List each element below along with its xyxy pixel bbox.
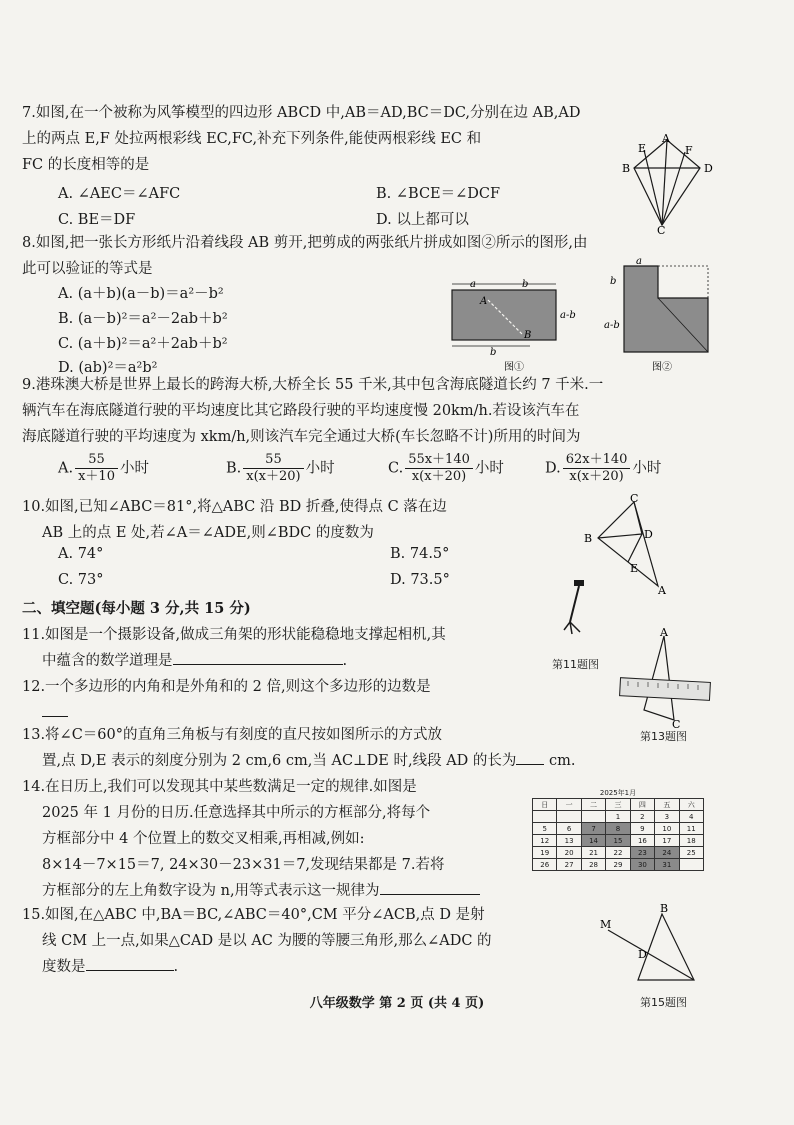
calendar-row — [533, 811, 704, 823]
calendar-head-cell: 一 — [557, 799, 581, 811]
question-11 — [22, 622, 446, 674]
q8-figure-2-caption: 图② — [652, 362, 672, 373]
calendar-cell-highlighted: 7 — [581, 823, 605, 835]
calendar-cell: 6 — [557, 823, 581, 835]
q10-label-c: C — [630, 492, 639, 505]
q15-stem-line1: 15.如图,在△ABC 中,BA＝BC,∠ABC＝40°,CM 平分∠ACB,点 D 是射 — [22, 907, 485, 923]
calendar-cell: 3 — [655, 811, 679, 823]
q7-label-d: D — [704, 162, 713, 175]
q7-option-b: B. ∠BCE＝∠DCF — [376, 186, 501, 202]
q8-stem-line1: 8.如图,把一张长方形纸片沿着线段 AB 剪开,把剪成的两张纸片拼成如图②所示的图形,由 — [22, 235, 588, 251]
q10-stem-line1: 10.如图,已知∠ABC＝81°,将△ABC 沿 BD 折叠,使得点 C 落在边 — [22, 499, 447, 515]
calendar-cell: 21 — [581, 847, 605, 859]
calendar-cell — [557, 811, 581, 823]
calendar-cell: 19 — [533, 847, 557, 859]
calendar-header-row — [533, 799, 704, 811]
calendar-cell-highlighted: 15 — [606, 835, 630, 847]
q8-f2-label-b: b — [610, 276, 617, 287]
q9-d-denominator: x(x＋20) — [569, 469, 624, 484]
q9-option-b: B. $\frac{55}{x(x+20)}$ 小时 — [226, 452, 335, 484]
page-footer: 八年级数学 第 2 页 (共 4 页) — [309, 996, 485, 1011]
q8-f2-label-a: a — [636, 256, 642, 267]
calendar-row — [533, 859, 704, 871]
question-12 — [22, 674, 431, 726]
calendar-cell-highlighted: 31 — [655, 859, 679, 871]
q8-f1-label-b-bottom: b — [490, 347, 497, 358]
q8-figure-1 — [440, 276, 580, 372]
q8-option-c: C. (a＋b)²＝a²＋2ab＋b² — [58, 336, 228, 352]
q10-option-c: C. 73° — [58, 572, 104, 588]
q15-stem-line2: 线 CM 上一点,如果△CAD 是以 AC 为腰的等腰三角形,那么∠ADC 的 — [42, 933, 492, 949]
q11-stem-line1: 11.如图是一个摄影设备,做成三角架的形状能稳稳地支撑起相机,其 — [22, 627, 446, 643]
calendar-cell: 13 — [557, 835, 581, 847]
calendar-cell: 16 — [630, 835, 654, 847]
q7-option-d: D. 以上都可以 — [376, 212, 469, 228]
question-8 — [22, 230, 588, 282]
q13-stem-line2: 置,点 D,E 表示的刻度分别为 2 cm,6 cm,当 AC⊥DE 时,线段 AD 的长为 cm. — [22, 748, 576, 774]
calendar-cell: 28 — [581, 859, 605, 871]
calendar-cell: 2 — [630, 811, 654, 823]
q9-c-denominator: x(x＋20) — [411, 469, 467, 484]
q8-figure-2 — [600, 256, 720, 376]
q9-d-numerator: 62x＋140 — [563, 452, 631, 469]
calendar-cell: 11 — [679, 823, 703, 835]
q13-ruler-triangle-figure — [614, 626, 714, 728]
q7-kite-figure — [612, 130, 722, 235]
question-15 — [22, 902, 492, 980]
calendar-cell-highlighted: 30 — [630, 859, 654, 871]
calendar-cell: 9 — [630, 823, 654, 835]
q14-stem-line5: 方框部分的左上角数字设为 n,用等式表示这一规律为 — [22, 878, 480, 904]
q12-answer-blank[interactable] — [42, 702, 68, 717]
calendar-title: 2025年1月 — [599, 789, 637, 797]
question-10 — [22, 494, 447, 546]
q9-a-numerator: 55 — [75, 452, 118, 469]
calendar-cell: 22 — [606, 847, 630, 859]
q7-stem-line1: 7.如图,在一个被称为风筝模型的四边形 ABCD 中,AB＝AD,BC＝DC,分别在边 AB,AD — [22, 105, 581, 121]
q9-b-denominator: x(x＋20) — [246, 469, 301, 484]
q9-b-numerator: 55 — [243, 452, 303, 469]
q13-label-c: C — [672, 718, 681, 728]
calendar-cell-highlighted: 14 — [581, 835, 605, 847]
question-7 — [22, 100, 580, 178]
calendar-head-cell: 三 — [606, 799, 630, 811]
q7-label-b: B — [622, 162, 631, 175]
calendar-table — [532, 798, 704, 871]
calendar-row — [533, 835, 704, 847]
q10-option-a: A. 74° — [58, 546, 104, 562]
q15-stem-line3: 度数是 . — [22, 954, 492, 980]
q14-answer-blank[interactable] — [380, 880, 480, 895]
q8-f1-label-B: B — [524, 330, 532, 341]
q7-stem-line3: FC 的长度相等的是 — [22, 157, 150, 173]
q9-option-d: D. $\frac{62x+140}{x(x+20)}$ 小时 — [545, 452, 662, 484]
q8-f2-label-amb: a-b — [604, 320, 620, 331]
q7-option-a: A. ∠AEC＝∠AFC — [58, 186, 181, 202]
calendar-head-cell: 六 — [679, 799, 703, 811]
q11-stem-line2: 中蕴含的数学道理是 . — [22, 648, 446, 674]
q13-stem-line1: 13.将∠C＝60°的直角三角板与有刻度的直尺按如图所示的方式放 — [22, 727, 443, 743]
section-2-heading: 二、填空题(每小题 3 分,共 15 分) — [22, 600, 251, 617]
q10-label-a: A — [658, 584, 666, 596]
calendar-row — [533, 823, 704, 835]
q8-option-d: D. (ab)²＝a²b² — [58, 360, 158, 376]
q14-stem-line2: 2025 年 1 月份的日历.任意选择其中所示的方框部分,将每个 — [42, 805, 431, 821]
q13-label-a: A — [660, 626, 668, 639]
calendar-cell: 29 — [606, 859, 630, 871]
calendar-cell — [581, 811, 605, 823]
q8-figure-1-caption: 图① — [504, 362, 524, 372]
q12-stem-line1: 12.一个多边形的内角和是外角和的 2 倍,则这个多边形的边数是 — [22, 679, 431, 695]
q7-label-e: E — [638, 142, 647, 155]
q11-answer-blank[interactable] — [173, 650, 343, 665]
q10-stem-line2: AB 上的点 E 处,若∠A＝∠ADE,则∠BDC 的度数为 — [42, 525, 374, 541]
q8-option-a: A. (a＋b)(a－b)＝a²－b² — [58, 286, 224, 302]
calendar-cell — [679, 859, 703, 871]
q9-stem-line3: 海底隧道行驶的平均速度为 xkm/h,则该汽车完全通过大桥(车长忽略不计)所用的时间为 — [22, 429, 581, 445]
q8-f1-label-a: a — [470, 279, 476, 290]
calendar-cell-highlighted: 23 — [630, 847, 654, 859]
q9-stem-line1: 9.港珠澳大桥是世界上最长的跨海大桥,大桥全长 55 千米,其中包含海底隧道长约 7 千米.一 — [22, 377, 604, 393]
q13-answer-blank[interactable] — [516, 750, 544, 765]
calendar-cell-highlighted: 8 — [606, 823, 630, 835]
calendar-head-cell: 五 — [655, 799, 679, 811]
calendar-cell: 10 — [655, 823, 679, 835]
calendar-head-cell: 二 — [581, 799, 605, 811]
q15-label-b: B — [660, 902, 669, 915]
q9-c-numerator: 55x＋140 — [405, 452, 473, 469]
calendar-head-cell: 日 — [533, 799, 557, 811]
q14-calendar — [532, 788, 704, 871]
calendar-cell — [533, 811, 557, 823]
q7-stem-line2: 上的两点 E,F 处拉两根彩线 EC,FC,补充下列条件,能使两根彩线 EC 和 — [22, 131, 482, 147]
calendar-cell: 17 — [655, 835, 679, 847]
question-14 — [22, 774, 480, 904]
q9-stem-line2: 辆汽车在海底隧道行驶的平均速度比其它路段行驶的平均速度慢 20km/h.若设该汽车在 — [22, 403, 580, 419]
q7-label-f: F — [685, 144, 693, 157]
calendar-cell: 26 — [533, 859, 557, 871]
calendar-cell: 25 — [679, 847, 703, 859]
q8-stem-line2: 此可以验证的等式是 — [22, 261, 153, 277]
q9-a-denominator: x＋10 — [78, 469, 115, 484]
q10-option-d: D. 73.5° — [390, 572, 450, 588]
calendar-cell: 4 — [679, 811, 703, 823]
calendar-cell: 5 — [533, 823, 557, 835]
q15-label-m: M — [600, 918, 612, 931]
calendar-cell: 18 — [679, 835, 703, 847]
q8-f1-label-b-top: b — [522, 279, 529, 290]
q15-triangle-figure — [598, 898, 708, 990]
q14-stem-line4: 8×14－7×15＝7, 24×30－23×31＝7,发现结果都是 7.若将 — [42, 857, 445, 873]
q11-tripod-figure — [560, 578, 596, 642]
q11-caption: 第11题图 — [552, 658, 599, 671]
q10-label-e: E — [630, 562, 639, 575]
q14-stem-line1: 14.在日历上,我们可以发现其中某些数满足一定的规律.如图是 — [22, 779, 417, 795]
calendar-cell: 20 — [557, 847, 581, 859]
q14-stem-line3: 方框部分中 4 个位置上的数交叉相乘,再相减,例如: — [42, 831, 365, 847]
calendar-cell-highlighted: 24 — [655, 847, 679, 859]
q15-answer-blank[interactable] — [86, 956, 174, 971]
q9-option-a: A. $\frac{55}{x+10}$ 小时 — [58, 452, 149, 484]
q10-label-b: B — [584, 532, 593, 545]
q15-label-d: D — [638, 948, 647, 961]
question-13 — [22, 722, 576, 774]
q8-f1-label-amb: a-b — [560, 310, 576, 321]
q10-label-d: D — [644, 528, 653, 541]
q9-option-c: C. $\frac{55x+140}{x(x+20)}$ 小时 — [388, 452, 504, 484]
question-9 — [22, 372, 603, 450]
q7-label-c: C — [657, 224, 666, 235]
q8-option-b: B. (a－b)²＝a²－2ab＋b² — [58, 311, 228, 327]
q7-label-a: A — [662, 132, 670, 145]
calendar-cell: 27 — [557, 859, 581, 871]
calendar-cell: 12 — [533, 835, 557, 847]
calendar-row — [533, 847, 704, 859]
calendar-head-cell: 四 — [630, 799, 654, 811]
q13-caption: 第13题图 — [640, 730, 687, 743]
q10-option-b: B. 74.5° — [390, 546, 450, 562]
q7-option-c: C. BE＝DF — [58, 212, 136, 228]
calendar-cell: 1 — [606, 811, 630, 823]
q15-caption: 第15题图 — [640, 996, 687, 1009]
q8-f1-label-A: A — [480, 296, 488, 307]
